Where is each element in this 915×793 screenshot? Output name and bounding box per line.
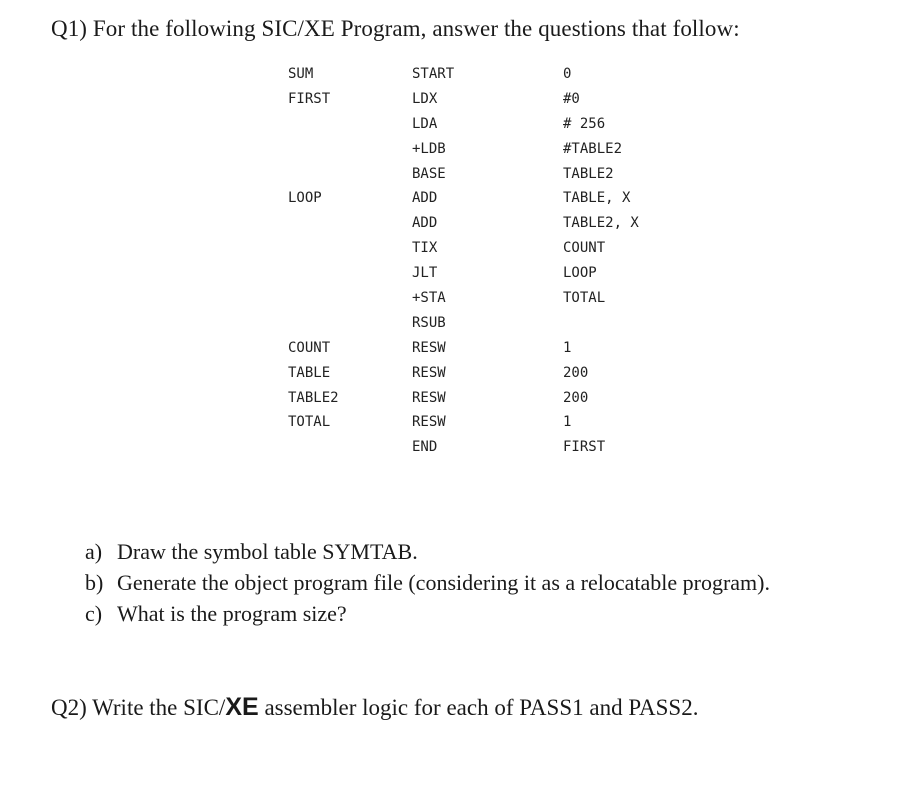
subquestion-text: Draw the symbol table SYMTAB.: [117, 539, 418, 564]
subquestion-a: [85, 536, 770, 567]
line-label: TABLE2: [288, 389, 339, 406]
subquestion-text: What is the program size?: [117, 601, 347, 626]
line-opcode: RESW: [412, 414, 446, 431]
subquestion-text: Generate the object program file (considering it as a relocatable program).: [117, 570, 770, 595]
q2-heading: [51, 693, 698, 722]
line-opcode: LDX: [412, 90, 438, 107]
subquestion-letter: c): [85, 601, 103, 626]
line-opcode: ADD: [412, 215, 438, 232]
line-opcode: RESW: [412, 364, 446, 381]
line-opcode: ADD: [412, 190, 438, 207]
line-operand: #TABLE2: [563, 140, 623, 157]
line-opcode: TIX: [412, 240, 438, 257]
subquestion-letter: a): [85, 539, 103, 564]
line-opcode: JLT: [412, 265, 438, 282]
line-operand: TABLE2: [563, 165, 614, 182]
line-operand: COUNT: [563, 240, 606, 257]
q1-subquestions: [85, 536, 770, 629]
line-operand: 1: [563, 339, 572, 356]
line-opcode: BASE: [412, 165, 446, 182]
q1-heading: Q1) For the following SIC/XE Program, answer the questions that follow:: [51, 16, 740, 41]
line-operand: TOTAL: [563, 290, 606, 307]
subquestion-letter: b): [85, 570, 104, 595]
line-operand: 1: [563, 414, 572, 431]
q2-suffix: assembler logic for each of PASS1 and PASS2.: [258, 695, 699, 720]
line-label: LOOP: [288, 190, 322, 207]
line-operand: FIRST: [563, 439, 606, 456]
line-label: COUNT: [288, 339, 331, 356]
q2-prefix: Q2) Write the SIC/: [51, 695, 226, 720]
line-opcode: START: [412, 66, 455, 82]
line-operand: LOOP: [563, 265, 597, 282]
line-opcode: +STA: [412, 290, 446, 307]
subquestion-c: [85, 598, 770, 629]
line-operand: #0: [563, 90, 580, 107]
line-label: TOTAL: [288, 414, 331, 431]
line-opcode: LDA: [412, 115, 438, 132]
line-operand: TABLE2, X: [563, 215, 639, 232]
line-operand: # 256: [563, 115, 606, 132]
line-opcode: RESW: [412, 389, 446, 406]
line-label: TABLE: [288, 364, 331, 381]
line-operand: 200: [563, 389, 589, 406]
line-operand: 0: [563, 66, 572, 82]
line-operand: TABLE, X: [563, 190, 631, 207]
line-label: FIRST: [288, 90, 331, 107]
line-opcode: RSUB: [412, 314, 446, 331]
line-opcode: +LDB: [412, 140, 446, 157]
line-opcode: RESW: [412, 339, 446, 356]
line-label: SUM: [288, 66, 314, 82]
line-opcode: END: [412, 439, 438, 456]
subquestion-b: [85, 567, 770, 598]
line-operand: 200: [563, 364, 589, 381]
q2-bold-xe: XE: [225, 693, 259, 721]
